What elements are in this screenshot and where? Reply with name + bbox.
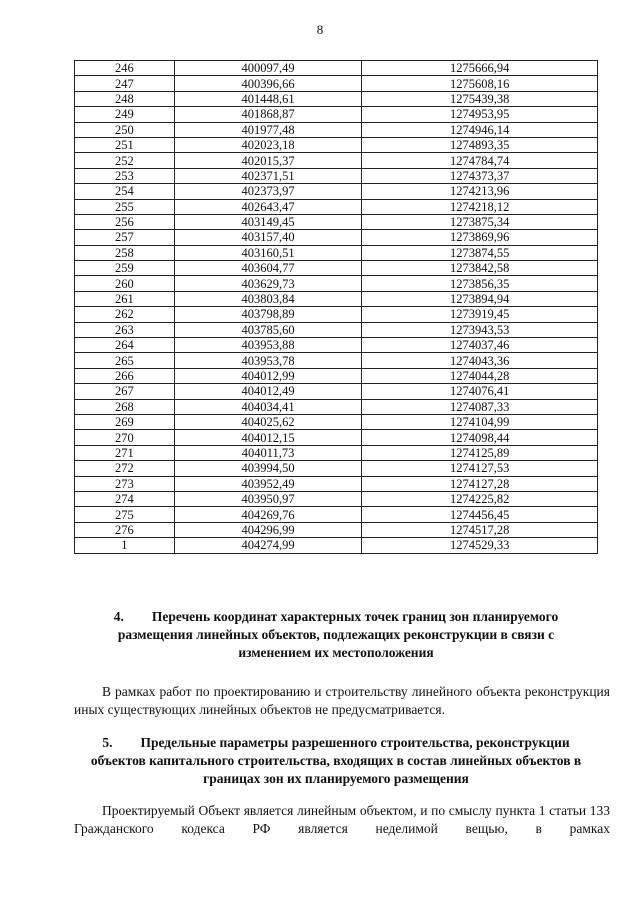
- table-row: [75, 76, 598, 91]
- y-coordinate-cell: 1274098,44: [362, 430, 598, 445]
- x-coordinate-cell: 400396,66: [174, 76, 362, 91]
- table-row: [75, 214, 598, 229]
- y-coordinate-cell: 1274893,35: [362, 137, 598, 152]
- x-coordinate-cell: 401977,48: [174, 122, 362, 137]
- table-row: [75, 476, 598, 491]
- y-coordinate-cell: 1274213,96: [362, 184, 598, 199]
- point-number-cell: 1: [75, 538, 175, 553]
- y-coordinate-cell: 1274456,45: [362, 507, 598, 522]
- table-row: [75, 245, 598, 260]
- y-coordinate-cell: 1274044,28: [362, 368, 598, 383]
- x-coordinate-cell: 403149,45: [174, 214, 362, 229]
- x-coordinate-cell: 402373,97: [174, 184, 362, 199]
- x-coordinate-cell: 404034,41: [174, 399, 362, 414]
- table-row: [75, 261, 598, 276]
- point-number-cell: 272: [75, 461, 175, 476]
- point-number-cell: 256: [75, 214, 175, 229]
- point-number-cell: 258: [75, 245, 175, 260]
- point-number-cell: 246: [75, 61, 175, 76]
- y-coordinate-cell: 1275439,38: [362, 91, 598, 106]
- x-coordinate-cell: 403798,89: [174, 307, 362, 322]
- y-coordinate-cell: 1274784,74: [362, 153, 598, 168]
- coordinates-table-body: [75, 61, 598, 554]
- point-number-cell: 249: [75, 107, 175, 122]
- section-5-paragraph: Проектируемый Объект является линейным объектом, и по смыслу пункта 1 статьи 133 Гражданского кодекса РФ является неделимой вещью, в рамках: [74, 803, 610, 836]
- section-5-title-line-2: объектов капитального строительства, входящих в состав линейных объектов в: [90, 753, 582, 768]
- y-coordinate-cell: 1274043,36: [362, 353, 598, 368]
- table-row: [75, 430, 598, 445]
- x-coordinate-cell: 404274,99: [174, 538, 362, 553]
- point-number-cell: 265: [75, 353, 175, 368]
- y-coordinate-cell: 1274529,33: [362, 538, 598, 553]
- point-number-cell: 253: [75, 168, 175, 183]
- x-coordinate-cell: 403785,60: [174, 322, 362, 337]
- y-coordinate-cell: 1274517,28: [362, 522, 598, 537]
- table-row: [75, 338, 598, 353]
- point-number-cell: 264: [75, 338, 175, 353]
- y-coordinate-cell: 1274127,28: [362, 476, 598, 491]
- point-number-cell: 252: [75, 153, 175, 168]
- table-row: [75, 276, 598, 291]
- table-row: [75, 491, 598, 506]
- x-coordinate-cell: 402371,51: [174, 168, 362, 183]
- x-coordinate-cell: 404012,15: [174, 430, 362, 445]
- point-number-cell: 276: [75, 522, 175, 537]
- point-number-cell: 257: [75, 230, 175, 245]
- point-number-cell: 271: [75, 445, 175, 460]
- table-row: [75, 461, 598, 476]
- point-number-cell: 267: [75, 384, 175, 399]
- y-coordinate-cell: 1274218,12: [362, 199, 598, 214]
- point-number-cell: 251: [75, 137, 175, 152]
- point-number-cell: 262: [75, 307, 175, 322]
- point-number-cell: 260: [75, 276, 175, 291]
- y-coordinate-cell: 1273894,94: [362, 291, 598, 306]
- point-number-cell: 259: [75, 261, 175, 276]
- section-5-title-line-1: Предельные параметры разрешенного строительства, реконструкции: [140, 735, 570, 750]
- x-coordinate-cell: 404025,62: [174, 414, 362, 429]
- x-coordinate-cell: 403994,50: [174, 461, 362, 476]
- y-coordinate-cell: 1274037,46: [362, 338, 598, 353]
- x-coordinate-cell: 404012,99: [174, 368, 362, 383]
- y-coordinate-cell: 1273919,45: [362, 307, 598, 322]
- section-4-title-line-3: изменением их местоположения: [238, 645, 434, 660]
- y-coordinate-cell: 1274125,89: [362, 445, 598, 460]
- table-row: [75, 353, 598, 368]
- table-row: [75, 153, 598, 168]
- point-number-cell: 247: [75, 76, 175, 91]
- table-row: [75, 322, 598, 337]
- x-coordinate-cell: 404011,73: [174, 445, 362, 460]
- x-coordinate-cell: 404269,76: [174, 507, 362, 522]
- point-number-cell: 255: [75, 199, 175, 214]
- table-row: [75, 445, 598, 460]
- point-number-cell: 254: [75, 184, 175, 199]
- point-number-cell: 275: [75, 507, 175, 522]
- table-row: [75, 384, 598, 399]
- table-row: [75, 168, 598, 183]
- x-coordinate-cell: 403953,78: [174, 353, 362, 368]
- x-coordinate-cell: 403953,88: [174, 338, 362, 353]
- x-coordinate-cell: 403157,40: [174, 230, 362, 245]
- x-coordinate-cell: 402015,37: [174, 153, 362, 168]
- section-5-heading: [74, 734, 598, 788]
- point-number-cell: 248: [75, 91, 175, 106]
- y-coordinate-cell: 1274076,41: [362, 384, 598, 399]
- y-coordinate-cell: 1273869,96: [362, 230, 598, 245]
- point-number-cell: 250: [75, 122, 175, 137]
- x-coordinate-cell: 402023,18: [174, 137, 362, 152]
- y-coordinate-cell: 1274087,33: [362, 399, 598, 414]
- section-5-number: 5.: [102, 735, 113, 750]
- x-coordinate-cell: 403950,97: [174, 491, 362, 506]
- page-number: 8: [316, 22, 324, 37]
- coordinates-table: [74, 60, 598, 554]
- point-number-cell: 263: [75, 322, 175, 337]
- x-coordinate-cell: 404012,49: [174, 384, 362, 399]
- y-coordinate-cell: 1274104,99: [362, 414, 598, 429]
- x-coordinate-cell: 403803,84: [174, 291, 362, 306]
- x-coordinate-cell: 401448,61: [174, 91, 362, 106]
- section-5-title-line-3: границах зон их планируемого размещения: [203, 771, 469, 786]
- table-row: [75, 107, 598, 122]
- y-coordinate-cell: 1275666,94: [362, 61, 598, 76]
- table-row: [75, 538, 598, 553]
- table-row: [75, 307, 598, 322]
- table-row: [75, 122, 598, 137]
- point-number-cell: 274: [75, 491, 175, 506]
- table-row: [75, 291, 598, 306]
- point-number-cell: 261: [75, 291, 175, 306]
- point-number-cell: 270: [75, 430, 175, 445]
- section-4-heading: [74, 608, 598, 662]
- x-coordinate-cell: 403629,73: [174, 276, 362, 291]
- x-coordinate-cell: 403604,77: [174, 261, 362, 276]
- table-row: [75, 230, 598, 245]
- table-row: [75, 368, 598, 383]
- y-coordinate-cell: 1273856,35: [362, 276, 598, 291]
- table-row: [75, 399, 598, 414]
- section-4-paragraph: В рамках работ по проектированию и строительству линейного объекта реконструкция иных существующих линейных объектов не предусматривается.: [74, 684, 610, 717]
- section-4-title-line-2: размещения линейных объектов, подлежащих реконструкции в связи с: [117, 627, 555, 642]
- x-coordinate-cell: 400097,49: [174, 61, 362, 76]
- point-number-cell: 268: [75, 399, 175, 414]
- y-coordinate-cell: 1273943,53: [362, 322, 598, 337]
- y-coordinate-cell: 1273874,55: [362, 245, 598, 260]
- y-coordinate-cell: 1274373,37: [362, 168, 598, 183]
- table-row: [75, 61, 598, 76]
- y-coordinate-cell: 1274953,95: [362, 107, 598, 122]
- y-coordinate-cell: 1274946,14: [362, 122, 598, 137]
- section-4-title-line-1: Перечень координат характерных точек границ зон планируемого: [151, 609, 559, 624]
- table-row: [75, 184, 598, 199]
- x-coordinate-cell: 403160,51: [174, 245, 362, 260]
- y-coordinate-cell: 1273842,58: [362, 261, 598, 276]
- table-row: [75, 507, 598, 522]
- x-coordinate-cell: 404296,99: [174, 522, 362, 537]
- table-row: [75, 137, 598, 152]
- point-number-cell: 273: [75, 476, 175, 491]
- point-number-cell: 266: [75, 368, 175, 383]
- table-row: [75, 91, 598, 106]
- section-4-number: 4.: [113, 609, 124, 624]
- table-row: [75, 522, 598, 537]
- y-coordinate-cell: 1274127,53: [362, 461, 598, 476]
- x-coordinate-cell: 402643,47: [174, 199, 362, 214]
- y-coordinate-cell: 1274225,82: [362, 491, 598, 506]
- y-coordinate-cell: 1275608,16: [362, 76, 598, 91]
- x-coordinate-cell: 401868,87: [174, 107, 362, 122]
- table-row: [75, 199, 598, 214]
- point-number-cell: 269: [75, 414, 175, 429]
- table-row: [75, 414, 598, 429]
- x-coordinate-cell: 403952,49: [174, 476, 362, 491]
- y-coordinate-cell: 1273875,34: [362, 214, 598, 229]
